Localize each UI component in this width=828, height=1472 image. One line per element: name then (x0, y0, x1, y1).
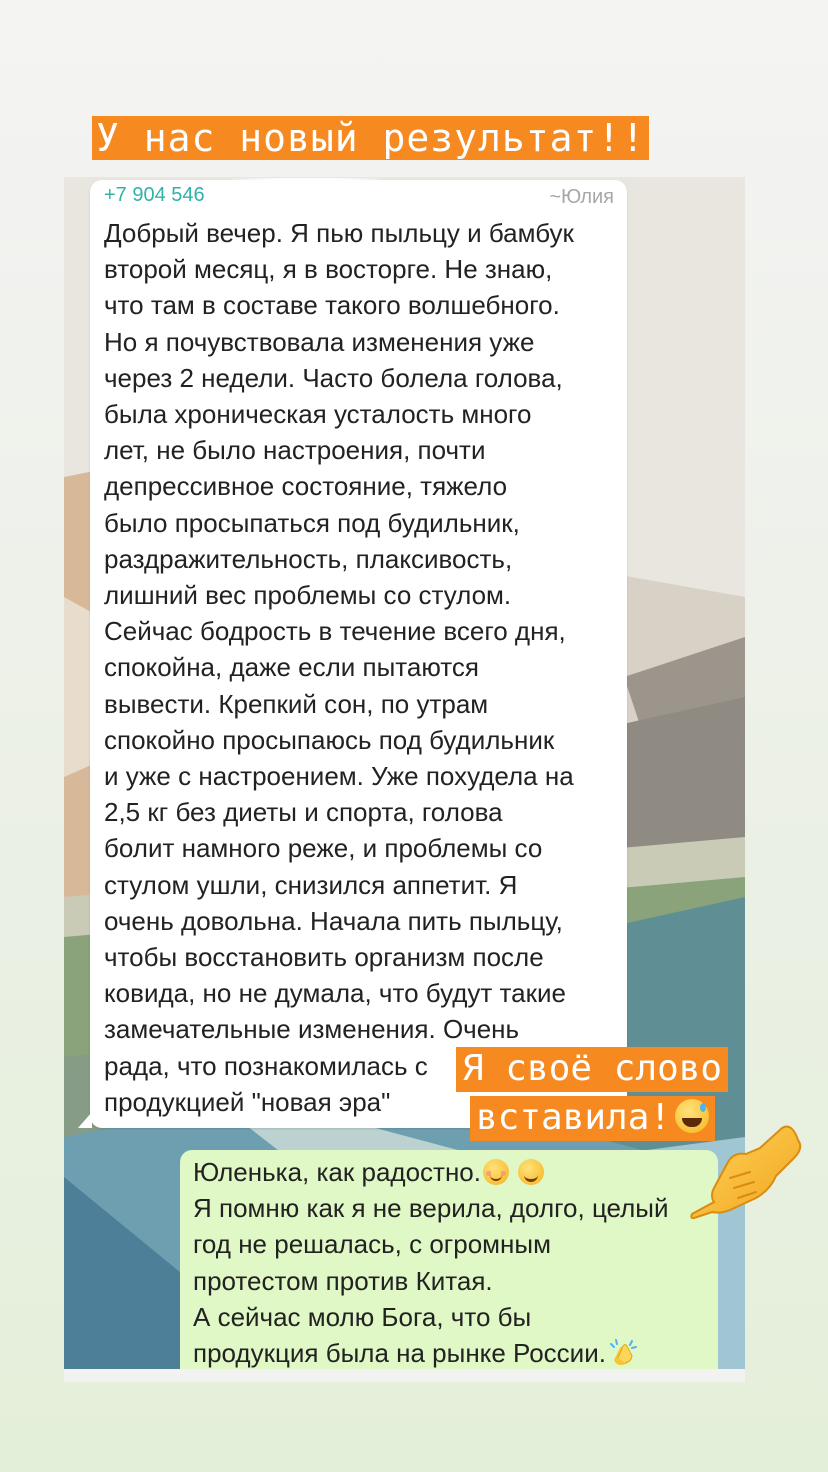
sticker-line-1 (456, 1047, 728, 1092)
bubble-tail (78, 1112, 92, 1128)
reply-message-text (193, 1154, 713, 1371)
smiling-face-emoji (483, 1159, 509, 1185)
sender-phone[interactable]: +7 904 546 (104, 184, 205, 206)
reply-body: Я помню как я не верила, долго, целый год не решалась, с огромным протестом против Китая. А сейчас молю Бога, что бы продукция была на рынке России. (193, 1193, 669, 1369)
incoming-message-text: Добрый вечер. Я пью пыльцу и бамбук второй месяц, я в восторге. Не знаю, что там в составе такого волшебного. Но я почувствовала изменения уже через 2 недели. Часто болела голова, была хроническая усталость много лет, не было настроения, почти депрессивное состояние, тяжело было просыпаться под будильник, раздражительность, плаксивость, лишний вес проблемы со стулом. Сейчас бодрость в течение всего дня, спокойна, даже если пытаются вывести. Крепкий сон, по утрам спокойно просыпаюсь под будильник и уже с настроением. Уже похудела на 2,5 кг без диеты и спорта, голова болит намного реже, и проблемы со стулом ушли, снизился аппетит. Я очень довольна. Начала пить пыльцу, чтобы восстановить организм после ковида, но не думала, что будут такие замечательные изменения. Очень рада, что познакомилась с продукцией "новая эра" (104, 218, 574, 1117)
bottom-strip (64, 1369, 745, 1382)
redaction-blur (232, 178, 382, 210)
sticker-text-2: вставила! (476, 1097, 672, 1138)
sender-name: ~Юлия (549, 186, 614, 208)
clapping-hands-emoji (608, 1338, 638, 1368)
reply-line-1: Юленька, как радостно. (193, 1157, 481, 1187)
sticker-line-2 (470, 1096, 715, 1141)
smiling-eyes-emoji (518, 1159, 544, 1185)
headline-banner (92, 116, 649, 160)
sticker-text-1: Я своё слово (462, 1048, 723, 1089)
headline-text: У нас новый результат!! (96, 116, 646, 160)
pointing-hand-icon (690, 1118, 806, 1224)
